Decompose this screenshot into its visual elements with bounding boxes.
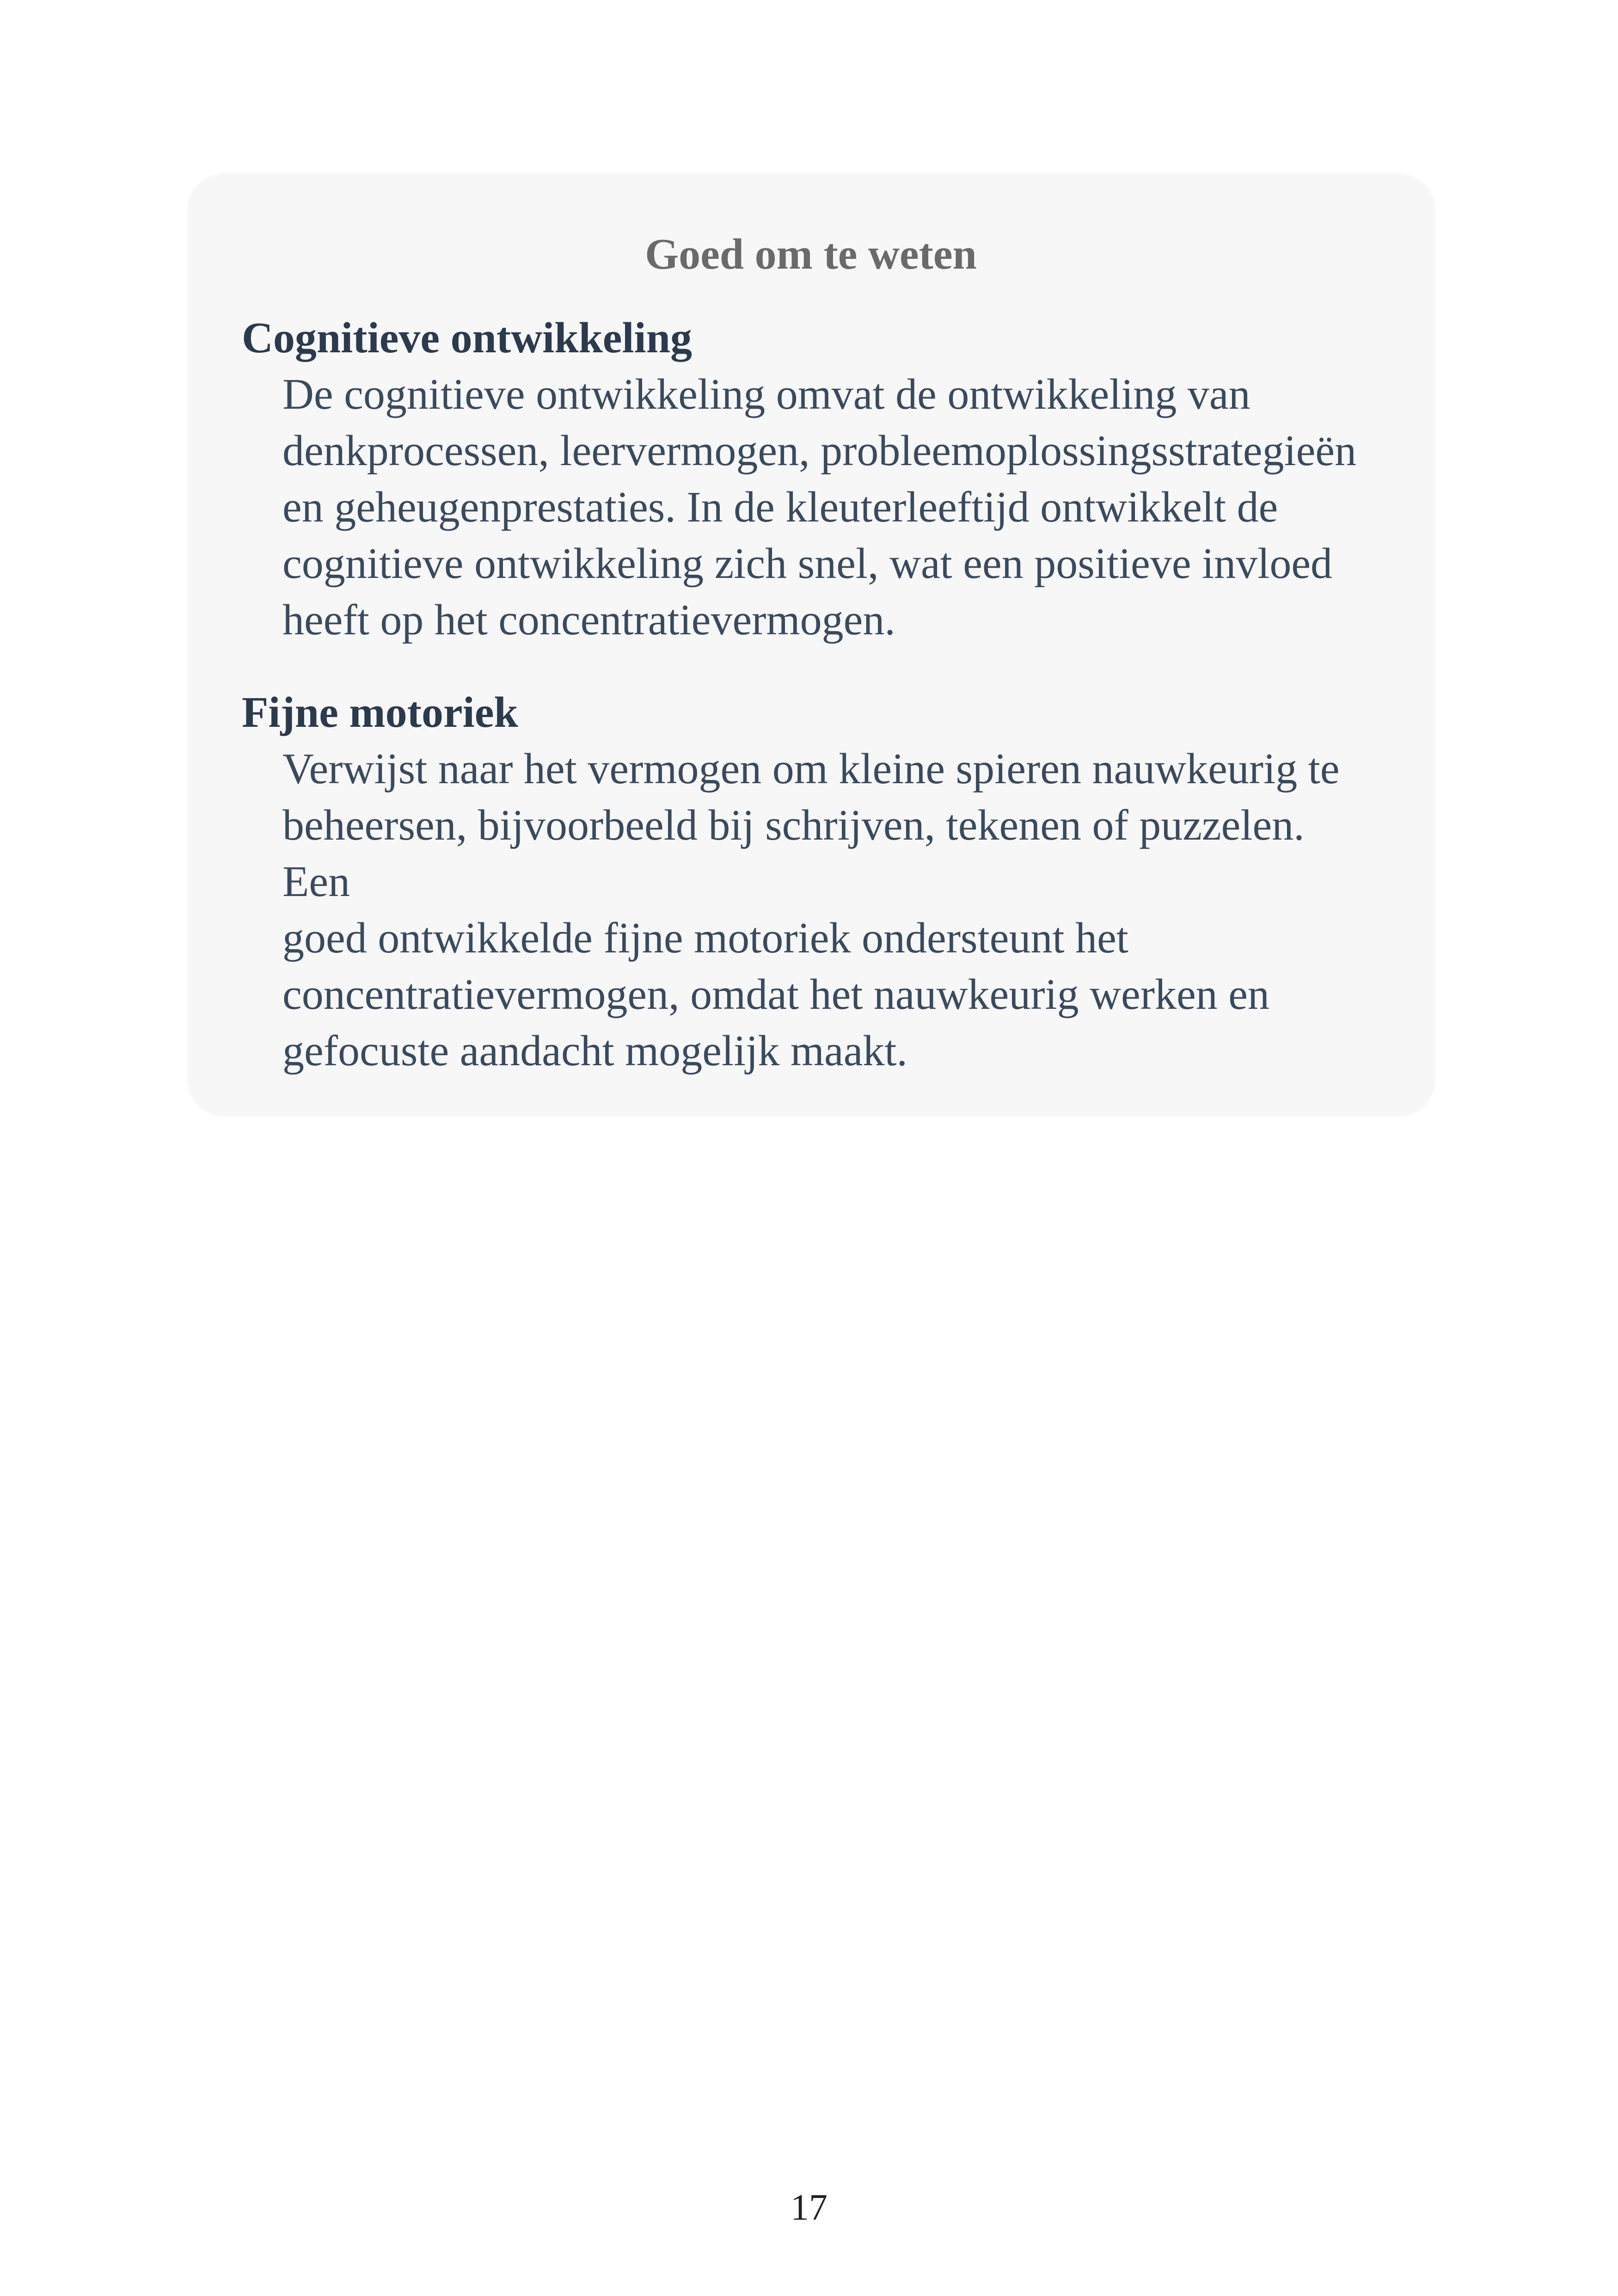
definition-line: De cognitieve ontwikkeling omvat de ontwikkeling van — [282, 370, 1250, 418]
definition-line: goed ontwikkelde fijne motoriek ondersteunt het — [282, 914, 1128, 962]
box-title: Goed om te weten — [645, 230, 977, 278]
definition-line: gefocuste aandacht mogelijk maakt. — [282, 1027, 908, 1075]
definition-line: concentratievermogen, omdat het nauwkeurig werken en — [282, 970, 1270, 1019]
term-definition — [282, 741, 1380, 1079]
definition-line: heeft op het concentratievermogen. — [282, 596, 895, 644]
term-heading: Cognitieve ontwikkeling — [242, 314, 693, 362]
term-definition — [282, 366, 1380, 648]
definition-line: Verwijst naar het vermogen om kleine spieren nauwkeurig te — [282, 745, 1340, 793]
definition-line: beheersen, bijvoorbeeld bij schrijven, tekenen of puzzelen. Een — [282, 801, 1305, 906]
definition-line: en geheugenprestaties. In de kleuterleeftijd ontwikkelt de — [282, 483, 1278, 531]
page-number: 17 — [791, 2187, 827, 2228]
glossary-entry-fine-motor-skills — [242, 684, 1380, 1079]
info-box — [187, 173, 1435, 1117]
definition-line: denkprocessen, leervermogen, probleemoplossingsstrategieën — [282, 427, 1357, 475]
definition-line: cognitieve ontwikkeling zich snel, wat een positieve invloed — [282, 540, 1333, 588]
term-heading: Fijne motoriek — [242, 688, 518, 737]
glossary-entry-cognitive-development — [242, 310, 1380, 648]
